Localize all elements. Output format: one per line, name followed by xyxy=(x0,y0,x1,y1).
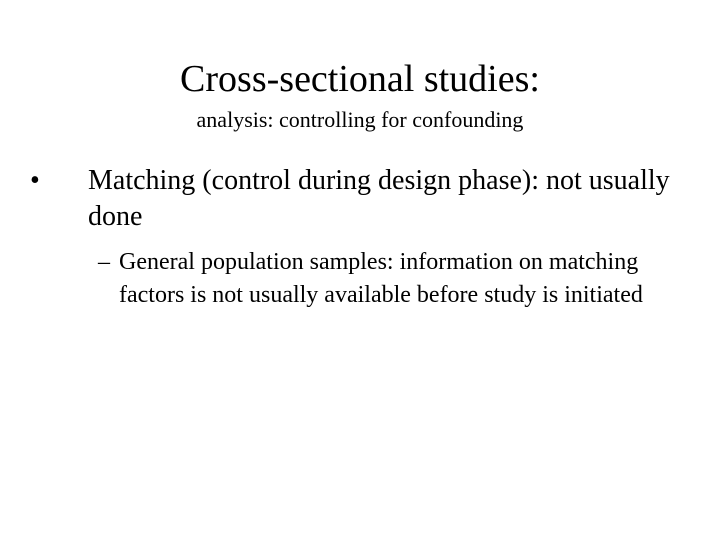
slide-subtitle: analysis: controlling for confounding xyxy=(196,107,524,132)
sub-bullet-marker: – xyxy=(98,249,110,275)
bullet-text: Matching (control during design phase): not usually done xyxy=(88,165,670,232)
sub-bullet-item xyxy=(98,246,658,312)
slide-title: Cross-sectional studies: xyxy=(180,58,540,100)
bullet-item xyxy=(30,163,690,235)
bullet-marker: • xyxy=(30,165,40,196)
sub-bullet-text: General population samples: information on matching factors is not usually available before study is initiated xyxy=(119,249,643,308)
